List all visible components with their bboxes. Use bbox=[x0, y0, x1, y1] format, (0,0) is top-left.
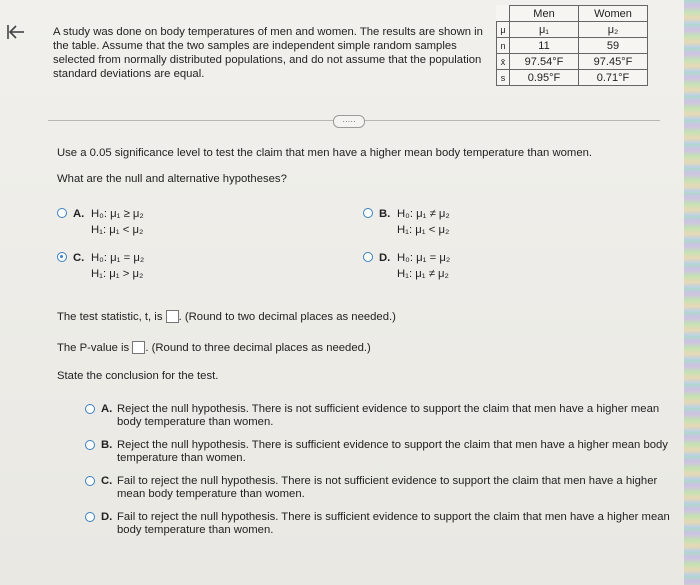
cell-women: 59 bbox=[579, 38, 648, 54]
radio-button[interactable] bbox=[85, 476, 95, 486]
p-value-hint: . (Round to three decimal places as needed.) bbox=[145, 342, 371, 354]
hypothesis-option-b[interactable] bbox=[363, 206, 563, 240]
question-text: Use a 0.05 significance level to test the claim that men have a higher mean body temperature than women. bbox=[57, 147, 593, 159]
row-label: s bbox=[497, 70, 510, 86]
p-value-input[interactable] bbox=[132, 341, 145, 354]
table-row bbox=[497, 70, 648, 86]
header-men: Men bbox=[510, 6, 579, 22]
option-text: Reject the null hypothesis. There is sufficient evidence to support the claim that men have a higher mean body temperature than women. bbox=[117, 439, 668, 464]
radio-button[interactable] bbox=[85, 440, 95, 450]
cell-women: μ₂ bbox=[579, 22, 648, 38]
radio-button[interactable] bbox=[85, 404, 95, 414]
data-table bbox=[496, 5, 648, 86]
p-value-line bbox=[57, 341, 371, 354]
test-statistic-line bbox=[57, 310, 396, 323]
test-statistic-label: The test statistic, t, is bbox=[57, 311, 163, 323]
screen-edge bbox=[684, 0, 700, 585]
radio-button-selected[interactable] bbox=[57, 252, 67, 262]
hypotheses-prompt: What are the null and alternative hypotheses? bbox=[57, 173, 287, 185]
table-row bbox=[497, 22, 648, 38]
radio-button[interactable] bbox=[363, 208, 373, 218]
hypothesis-option-a[interactable] bbox=[57, 206, 257, 240]
radio-button[interactable] bbox=[85, 512, 95, 522]
option-letter: B. bbox=[101, 439, 113, 451]
header-women: Women bbox=[579, 6, 648, 22]
option-text: Fail to reject the null hypothesis. There is sufficient evidence to support the claim that men have a higher mean body temperature than women. bbox=[117, 511, 670, 536]
cell-men: 0.95°F bbox=[510, 70, 579, 86]
null-hypothesis: H₀: μ₁ = μ₂ bbox=[397, 252, 451, 264]
option-letter: C. bbox=[101, 475, 113, 487]
null-hypothesis: H₀: μ₁ ≥ μ₂ bbox=[91, 208, 144, 220]
hypothesis-option-d[interactable] bbox=[363, 250, 563, 284]
conclusion-option-d[interactable] bbox=[85, 511, 675, 539]
option-letter: A. bbox=[73, 208, 85, 220]
back-arrow-icon[interactable] bbox=[6, 22, 26, 42]
conclusion-option-b[interactable] bbox=[85, 439, 675, 467]
alt-hypothesis: H₁: μ₁ ≠ μ₂ bbox=[397, 268, 449, 280]
option-letter: D. bbox=[379, 252, 391, 264]
table-row bbox=[497, 54, 648, 70]
option-letter: A. bbox=[101, 403, 113, 415]
option-letter: B. bbox=[379, 208, 391, 220]
cell-men: μ₁ bbox=[510, 22, 579, 38]
radio-button[interactable] bbox=[57, 208, 67, 218]
conclusion-option-a[interactable] bbox=[85, 403, 675, 431]
cell-men: 97.54°F bbox=[510, 54, 579, 70]
p-value-label: The P-value is bbox=[57, 342, 130, 354]
option-text: Reject the null hypothesis. There is not sufficient evidence to support the claim that men have a higher mean body temperature than women. bbox=[117, 403, 660, 428]
cell-women: 97.45°F bbox=[579, 54, 648, 70]
row-label: μ bbox=[497, 22, 510, 38]
row-label: x̄ bbox=[497, 54, 510, 70]
cell-men: 11 bbox=[510, 38, 579, 54]
cell-women: 0.71°F bbox=[579, 70, 648, 86]
radio-button[interactable] bbox=[363, 252, 373, 262]
hypothesis-option-c[interactable] bbox=[57, 250, 257, 284]
table-row bbox=[497, 38, 648, 54]
null-hypothesis: H₀: μ₁ = μ₂ bbox=[91, 252, 145, 264]
option-letter: C. bbox=[73, 252, 85, 264]
alt-hypothesis: H₁: μ₁ < μ₂ bbox=[91, 224, 144, 236]
expand-button[interactable]: ····· bbox=[333, 115, 365, 128]
option-text: Fail to reject the null hypothesis. There is not sufficient evidence to support the claim that men have a higher mean body temperature than women. bbox=[117, 475, 658, 500]
test-statistic-hint: . (Round to two decimal places as needed.) bbox=[178, 311, 396, 323]
option-letter: D. bbox=[101, 511, 113, 523]
problem-intro: A study was done on body temperatures of men and women. The results are shown in the table. Assume that the two samples are independent simple random samples selected from normally distributed populations, and do not assume that the population standard deviations are equal. bbox=[53, 26, 483, 80]
alt-hypothesis: H₁: μ₁ < μ₂ bbox=[397, 224, 450, 236]
null-hypothesis: H₀: μ₁ ≠ μ₂ bbox=[397, 208, 450, 220]
row-label: n bbox=[497, 38, 510, 54]
conclusion-prompt: State the conclusion for the test. bbox=[57, 370, 219, 382]
test-statistic-input[interactable] bbox=[166, 310, 179, 323]
conclusion-option-c[interactable] bbox=[85, 475, 675, 503]
alt-hypothesis: H₁: μ₁ > μ₂ bbox=[91, 268, 144, 280]
